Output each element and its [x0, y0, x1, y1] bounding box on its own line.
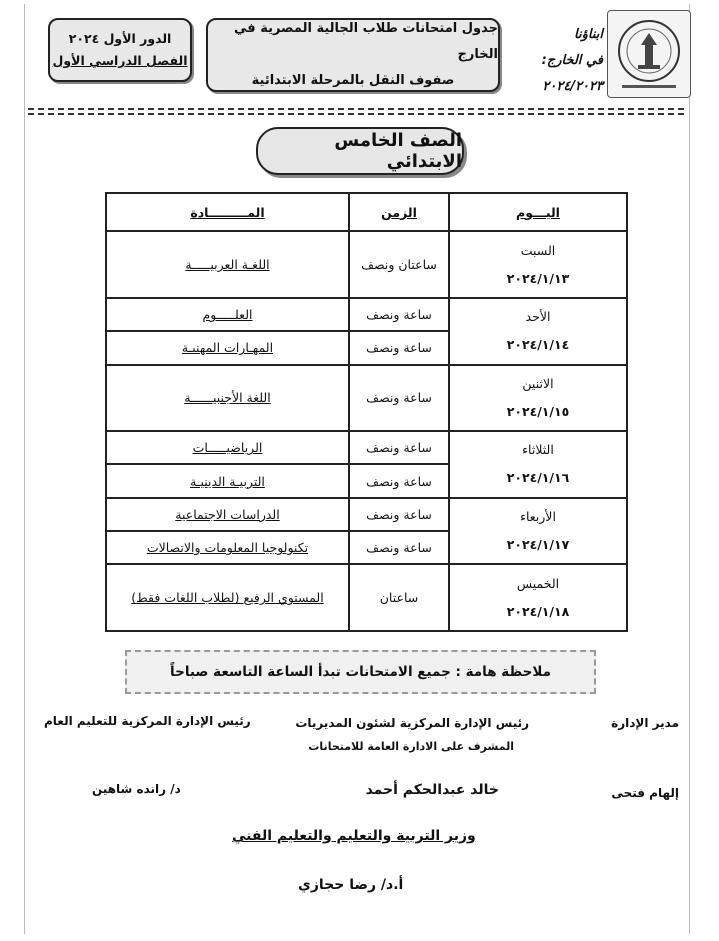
table-row: [106, 564, 627, 631]
table-row: [106, 298, 627, 331]
director-title: مدير الإدارة: [611, 716, 679, 730]
subject-cell: تكنولوجيا المعلومات والاتصالات: [106, 531, 349, 564]
time-cell: ساعة ونصف: [349, 531, 449, 564]
time-cell: ساعة ونصف: [349, 365, 449, 432]
important-note: ملاحظة هامة : جميع الامتحانات تبدأ الساعة التاسعة صباحاً: [125, 650, 596, 694]
term-box: [48, 18, 192, 82]
time-cell: ساعتان: [349, 564, 449, 631]
school-info: [523, 22, 603, 100]
minister-title: وزير التربية والتعليم والتعليم الفني: [232, 828, 476, 844]
ministry-emblem-icon: [612, 15, 686, 93]
school-line-1: ابناؤنا: [574, 27, 603, 42]
header-subject: المـــــــــادة: [106, 193, 349, 231]
header-divider: [28, 108, 684, 110]
time-cell: ساعة ونصف: [349, 431, 449, 464]
central-head-subtitle: المشرف على الادارة العامة للامتحانات: [308, 740, 514, 753]
grade-title: الصف الخامس الابتدائي: [256, 127, 464, 175]
exam-schedule-table: [105, 192, 628, 632]
header-day: اليـــوم: [449, 193, 627, 231]
general-ed-title: رئيس الإدارة المركزية للتعليم العام: [44, 714, 251, 728]
subject-cell: العلـــــوم: [106, 298, 349, 331]
time-cell: ساعة ونصف: [349, 464, 449, 497]
time-cell: ساعة ونصف: [349, 331, 449, 364]
subject-cell: الرياضيـــــات: [106, 431, 349, 464]
time-cell: ساعة ونصف: [349, 498, 449, 531]
day-cell: الخميس ٢٠٢٤/١/١٨: [449, 564, 627, 631]
table-row: [106, 231, 627, 298]
day-cell: الاثنين ٢٠٢٤/١/١٥: [449, 365, 627, 432]
schedule-subtitle: صفوف النقل بالمرحلة الابتدائية: [251, 73, 455, 88]
subject-cell: المهـارات المهنيـة: [106, 331, 349, 364]
schedule-title-box: [206, 18, 500, 92]
subject-cell: التربيـة الدينيـة: [106, 464, 349, 497]
header-divider-2: [28, 113, 684, 115]
director-name: إلهام فتحى: [611, 786, 679, 800]
day-cell: الأربعاء ٢٠٢٤/١/١٧: [449, 498, 627, 565]
schedule-title: جدول امتحانات طلاب الجالية المصرية في الخارج: [234, 21, 498, 62]
academic-year: ٢٠٢٤/٢٠٢٣: [542, 79, 603, 94]
time-cell: ساعة ونصف: [349, 298, 449, 331]
table-row: [106, 365, 627, 432]
table-row: [106, 431, 627, 464]
time-cell: ساعتان ونصف: [349, 231, 449, 298]
minister-name: أ.د/ رضا حجازي: [298, 877, 404, 893]
subject-cell: الدراسات الاجتماعية: [106, 498, 349, 531]
subject-cell: اللغـة العربيـــــة: [106, 231, 349, 298]
subject-cell: اللغة الأجنبيــــــة: [106, 365, 349, 432]
subject-cell: المستوي الرفيع (لطلاب اللغات فقط): [106, 564, 349, 631]
term-semester: الفصل الدراسي الأول: [52, 53, 188, 68]
table-header-row: [106, 193, 627, 231]
term-round: الدور الأول ٢٠٢٤: [68, 31, 172, 46]
header-time: الزمن: [349, 193, 449, 231]
central-head-name: خالد عبدالحكم أحمد: [365, 782, 499, 798]
day-cell: الأحد ٢٠٢٤/١/١٤: [449, 298, 627, 365]
school-line-2: في الخارج:: [541, 53, 603, 68]
day-cell: الثلاثاء ٢٠٢٤/١/١٦: [449, 431, 627, 498]
table-row: [106, 498, 627, 531]
day-cell: السبت ٢٠٢٤/١/١٣: [449, 231, 627, 298]
ministry-logo: [607, 10, 691, 98]
central-head-title: رئيس الإدارة المركزية لشئون المديريات: [295, 716, 529, 730]
general-ed-name: د/ رانده شاهين: [92, 782, 181, 796]
